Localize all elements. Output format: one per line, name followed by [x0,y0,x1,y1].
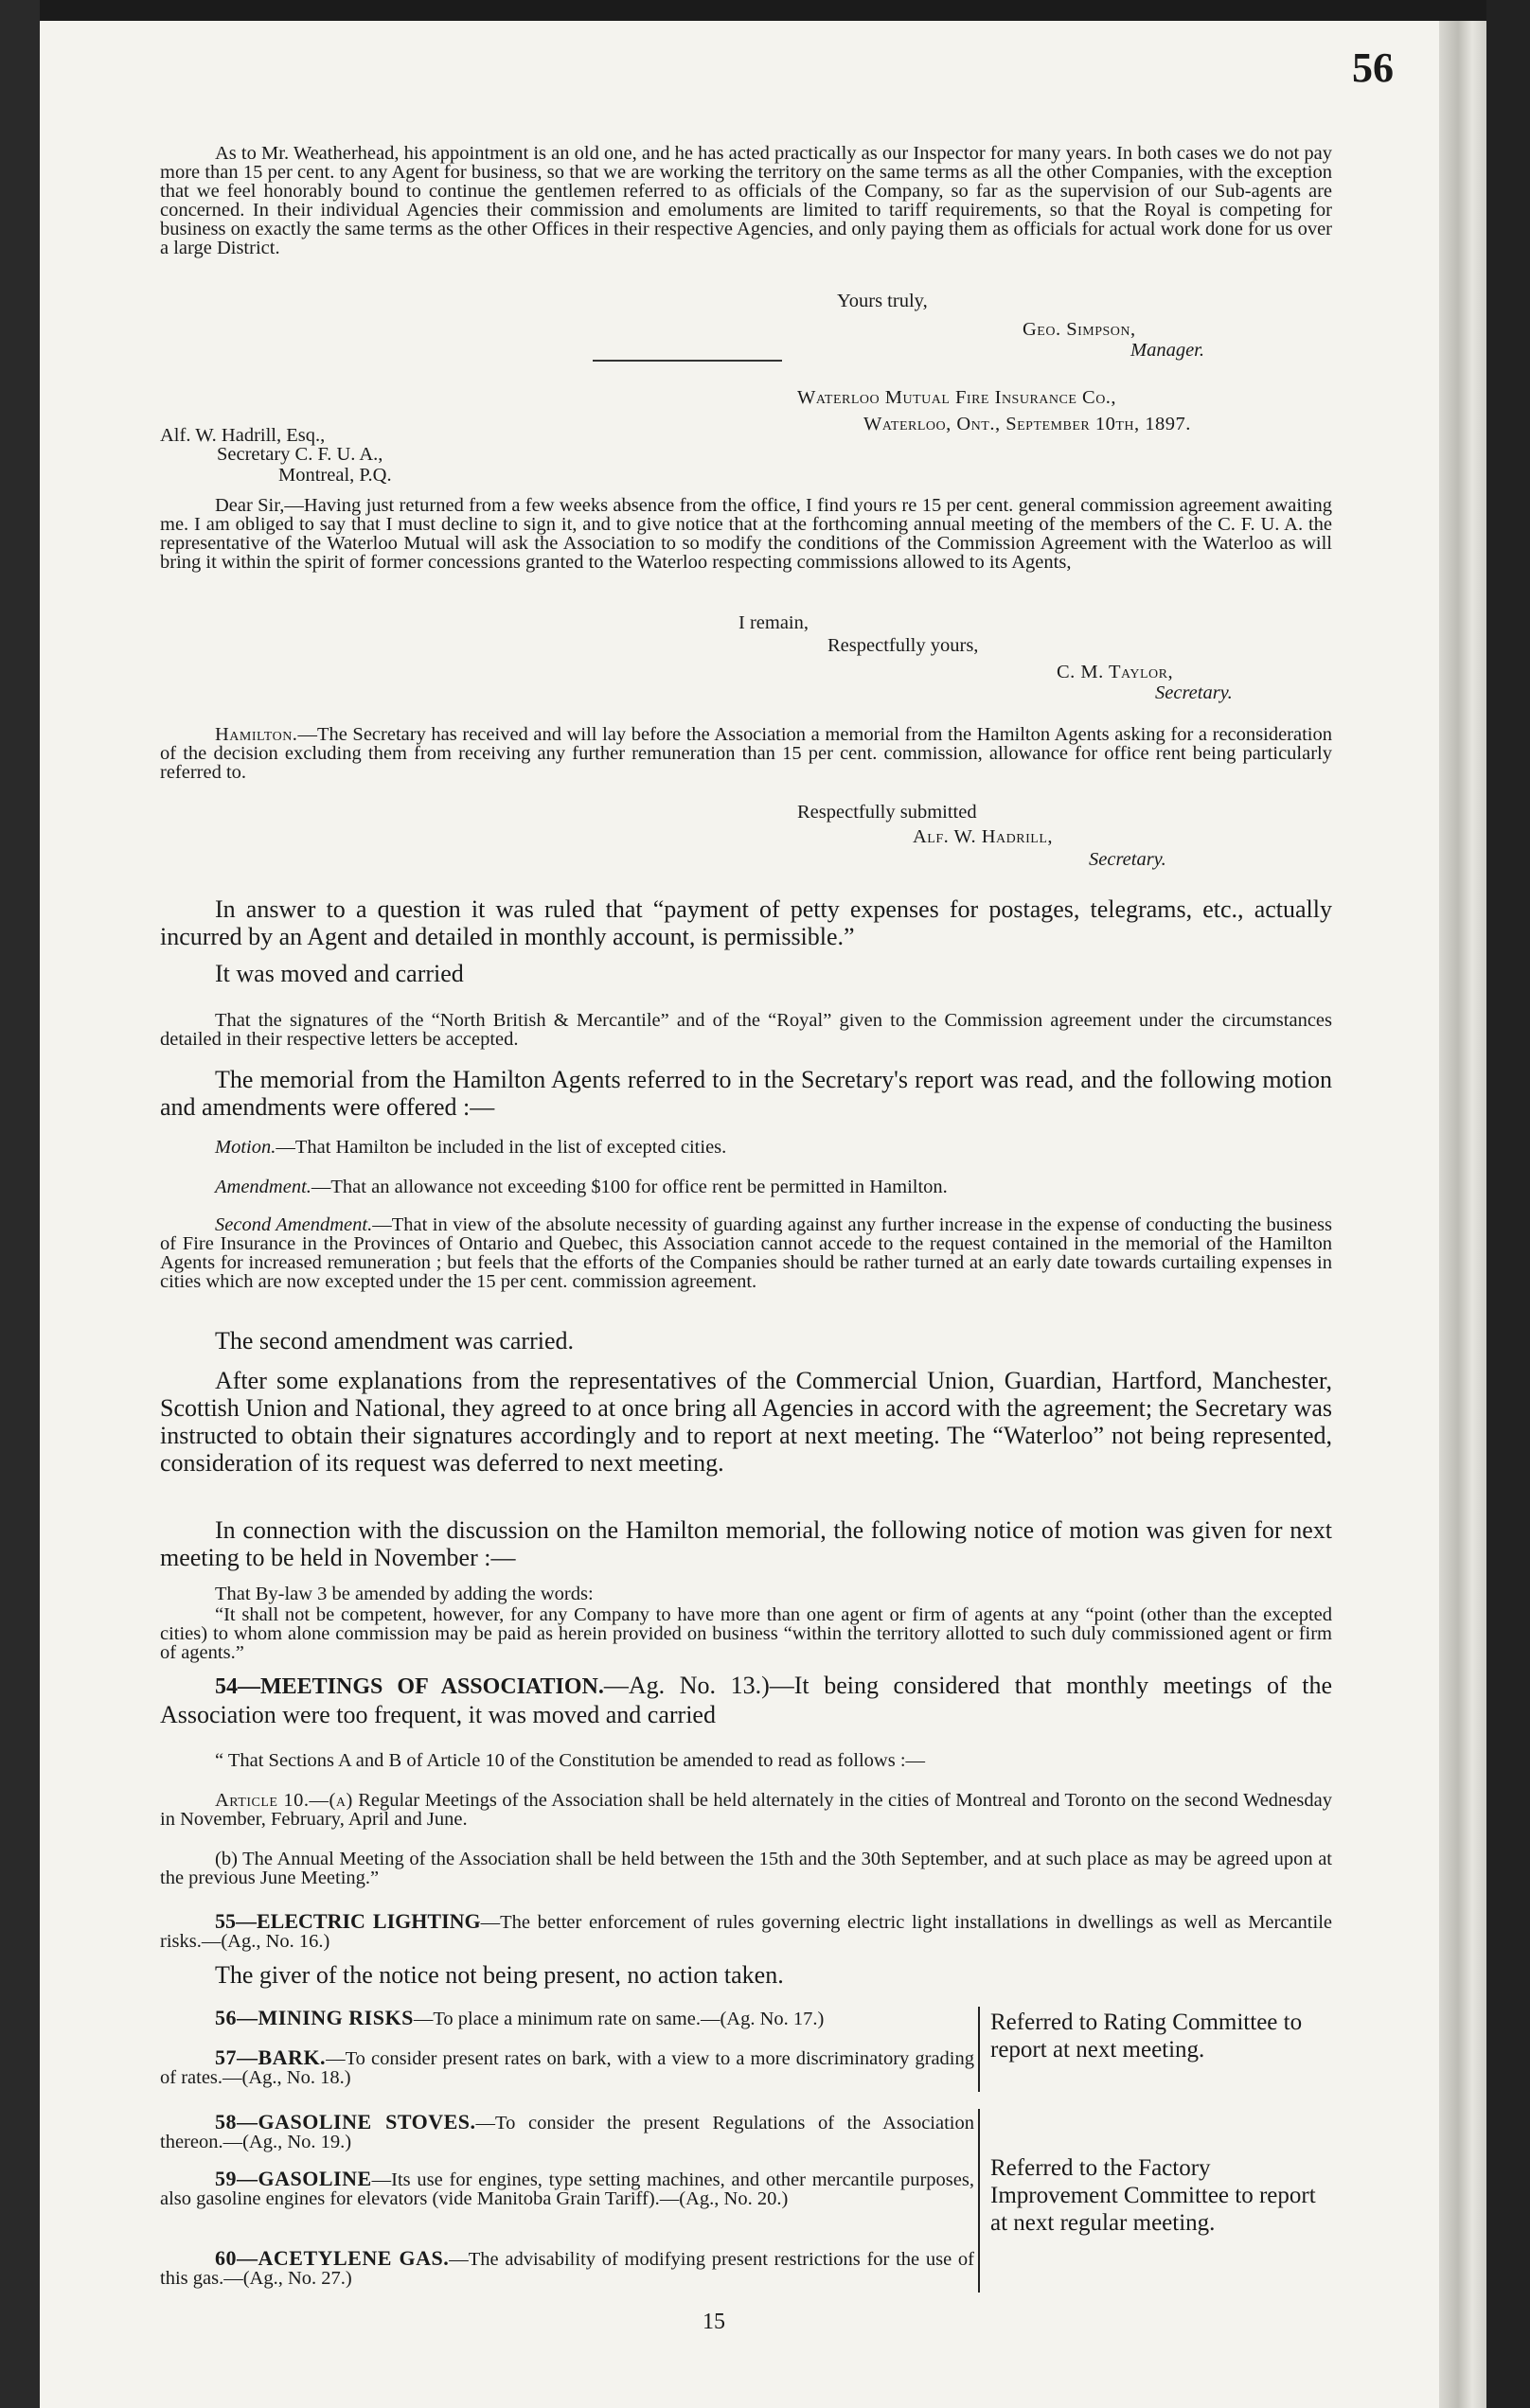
hamilton-signature: Alf. W. Hadrill, [913,826,1053,847]
item-60: 60—ACETYLENE GAS.—The advisability of modifying present restrictions for the use of this gas.—(Ag., No. 27.) [160,2246,974,2289]
article-10b: (b) The Annual Meeting of the Association shall be held between the 15th and the 30th September, and at such place as may be agreed upon at the previous June Meeting.” [160,1849,1332,1888]
sections-resolution: “ That Sections A and B of Article 10 of the Constitution be amended to read as follows :— [215,1750,926,1771]
letter1-body: As to Mr. Weatherhead, his appointment is an old one, and he has acted practically as our Inspector for many years. In both cases we do not pay more than 15 per cent. to any Agent for business, so that we are working the territory on the same terms as all the other Companies, with the exception that we feel honorably bound to continue the gentlemen referred to as officials of the Company, so far as the supervision of our Sub-agents are concerned. In their individual Agencies their commission and emoluments are limited to tariff requirements, so that the Royal is competing for business on exactly the same terms as the other Offices in their respective Agencies, and only paying them as officials for actual work done for us over a large District. [160,143,1332,258]
second-amendment-carried: The second amendment was carried. [215,1327,575,1354]
separator-rule [593,360,782,362]
hamilton-title: Secretary. [1089,849,1166,870]
item-54: 54—MEETINGS OF ASSOCIATION.—Ag. No. 13.)—It being considered that monthly meetings of the Association were too frequent, it was moved and carried [160,1672,1332,1728]
letter2-dateline: Waterloo, Ont., September 10th, 1897. [863,414,1191,434]
moved-carried-1: It was moved and carried [215,960,464,987]
item-59: 59—GASOLINE—Its use for engines, type setting machines, and other mercantile purposes, also gasoline engines for elevators (vide Manitoba Grain Tariff).—(Ag., No. 20.) [160,2167,974,2209]
item-56: 56—MINING RISKS—To place a minimum rate on same.—(Ag. No. 17.) [215,2006,825,2029]
letter2-closing: Respectfully yours, [827,635,979,656]
letter1-closing: Yours truly, [837,291,928,311]
memorial-paragraph: The memorial from the Hamilton Agents referred to in the Secretary's report was read, and the following motion and amendments were offered :— [160,1066,1332,1121]
item-58: 58—GASOLINE STOVES.—To consider the present Regulations of the Association thereon.—(Ag., No. 19.) [160,2110,974,2152]
hamilton-closing: Respectfully submitted [797,802,977,823]
brace-factory [978,2109,980,2293]
bylaw-quote: “It shall not be competent, however, for any Company to have more than one agent or firm of agents at any “point (other than the excepted cities) to whom alone commission may be paid as herein provided on business “within the territory allotted to such duly commissioned agent or firm of agents.” [160,1604,1332,1663]
brace-rating [978,2007,980,2092]
letter2-remain: I remain, [738,612,809,633]
scan-right-edge [1486,0,1530,2408]
letter2-signature: C. M. Taylor, [1057,662,1174,682]
letter2-addressee-name: Alf. W. Hadrill, Esq., [160,425,326,446]
letter2-title: Secretary. [1155,682,1233,703]
document-page [40,21,1460,2408]
giver-paragraph: The giver of the notice not being present, no action taken. [215,1961,784,1989]
page-number: 56 [1352,44,1394,91]
article-10a: Article 10.—(a) Regular Meetings of the Association shall be held alternately in the cities of Montreal and Toronto on the second Wednesday in November, February, April and June. [160,1790,1332,1830]
note-factory-committee: Referred to the Factory Improvement Committee to report at next regular meeting. [990,2155,1316,2236]
letter2-addressee-line2: Secretary C. F. U. A., [217,444,383,465]
binding-spine [1439,21,1486,2408]
motion: Motion.—That Hamilton be included in the list of excepted cities. [215,1137,727,1158]
hamilton-report: Hamilton.—The Secretary has received and will lay before the Association a memorial from the Hamilton Agents asking for a reconsideration of the decision excluding them from receiving any further remuneration than 15 per cent. commission, allowance for office rent being particularly referred to. [160,724,1332,783]
letter1-signature: Geo. Simpson, [1023,319,1136,340]
letter2-company: Waterloo Mutual Fire Insurance Co., [797,387,1117,408]
letter2-body: Dear Sir,—Having just returned from a few weeks absence from the office, I find yours re 15 per cent. general commission agreement awaiting me. I am obliged to say that I must decline to sign it, and to give notice that at the forthcoming annual meeting of the members of the C. F. U. A. the representative of the Waterloo Mutual will ask the Association to so modify the conditions of the Commission Agreement with the Waterloo as will bring it within the spirit of former concessions granted to the Waterloo respecting commissions allowed to its Agents, [160,495,1332,573]
letter1-title: Manager. [1130,340,1205,361]
second-amendment: Second Amendment.—That in view of the absolute necessity of guarding against any further increase in the expense of conducting the business of Fire Insurance in the Provinces of Ontario and Quebec, this Association cannot accede to the request contained in the memorial of the Hamilton Agents for increased remuneration ; but feels that the efforts of the Companies should be rather turned at an early date towards curtailing expenses in cities which are now excepted under the 15 per cent. commission agreement. [160,1214,1332,1292]
petty-expenses-paragraph: In answer to a question it was ruled that “payment of petty expenses for postages, telegrams, etc., actually incurred by an Agent and detailed in monthly account, is permissible.” [160,895,1332,950]
connection-paragraph: In connection with the discussion on the Hamilton memorial, the following notice of motion was given for next meeting to be held in November :— [160,1516,1332,1571]
explanations-paragraph: After some explanations from the representatives of the Commercial Union, Guardian, Hartford, Manchester, Scottish Union and National, they agreed to at once bring all Agencies in accord with the agreement; the Secretary was instructed to obtain their signatures accordingly and to report at next meeting. The “Waterloo” not being represented, consideration of its request was deferred to next meeting. [160,1367,1332,1477]
amendment: Amendment.—That an allowance not exceeding $100 for office rent be permitted in Hamilton. [215,1177,948,1197]
note-rating-committee: Referred to Rating Committee to report at next meeting. [990,2010,1303,2063]
item-55: 55—ELECTRIC LIGHTING—The better enforcement of rules governing electric light installations in dwellings as well as Mercantile risks.—(Ag., No. 16.) [160,1909,1332,1952]
letter2-addressee-line3: Montreal, P.Q. [278,465,392,486]
resolution-signatures: That the signatures of the “North British & Mercantile” and of the “Royal” given to the Commission agreement under the circumstances detailed in their respective letters be accepted. [160,1010,1332,1050]
item-57: 57—BARK.—To consider present rates on bark, with a view to a more discriminatory grading of rates.—(Ag., No. 18.) [160,2045,974,2088]
scan-left-edge [0,0,40,2408]
page-folio: 15 [703,2310,725,2334]
bylaw-line: That By-law 3 be amended by adding the words: [215,1584,594,1604]
